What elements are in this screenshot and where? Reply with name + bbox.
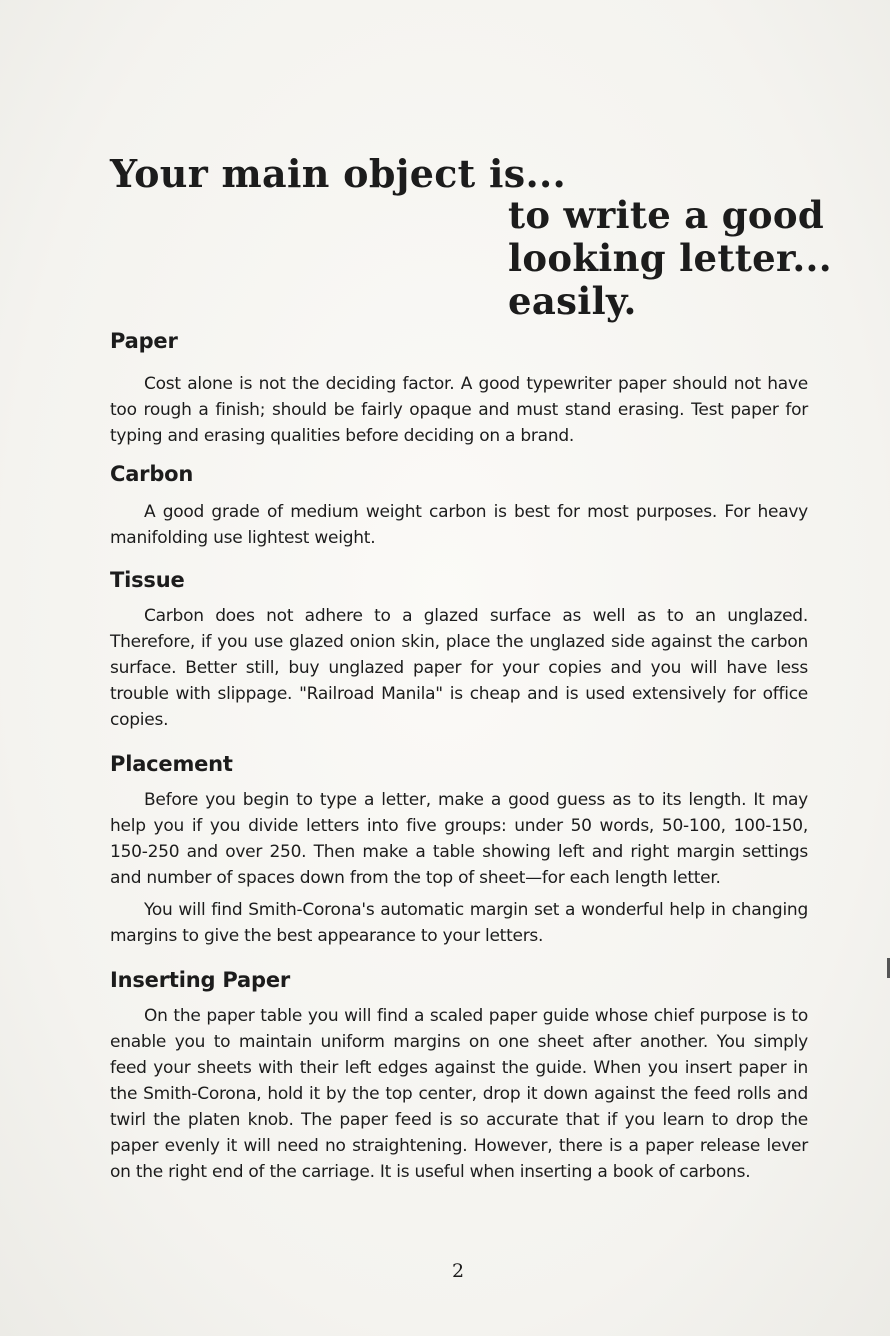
section-heading: Carbon bbox=[110, 462, 194, 486]
section-inserting-paper bbox=[110, 965, 808, 1185]
paragraph: A good grade of medium weight carbon is best for most purposes. For heavy manifolding use lightest weight. bbox=[110, 502, 808, 548]
paragraph: Cost alone is not the deciding factor. A good typewriter paper should not have too rough a finish; should be fairly opaque and must stand erasing. Test paper for typing and erasing qualities before deciding on a brand. bbox=[110, 374, 808, 446]
section-heading: Paper bbox=[110, 329, 178, 353]
section-carbon bbox=[110, 459, 808, 551]
paragraph: You will find Smith-Corona's automatic margin set a wonderful help in changing margins to give the best appearance to your letters. bbox=[110, 900, 808, 946]
section-heading: Tissue bbox=[110, 568, 185, 592]
section-placement bbox=[110, 749, 808, 949]
headline-line: to write a good bbox=[508, 193, 825, 237]
section-paper bbox=[110, 326, 808, 449]
body-content bbox=[110, 326, 808, 1185]
paragraph: On the paper table you will find a scaled paper guide whose chief purpose is to enable you to maintain uniform margins on one sheet after another. You simply feed your sheets with their left edges against the guide. When you insert paper in the Smith-Corona, hold it by the top center, drop it down against the feed rolls and twirl the platen knob. The paper feed is so accurate that if you learn to drop the paper evenly it will need no straightening. However, there is a paper release lever on the right end of the carriage. It is useful when inserting a book of carbons. bbox=[110, 1006, 808, 1182]
paragraph: Carbon does not adhere to a glazed surface as well as to an unglazed. Therefore, if you use glazed onion skin, place the unglazed side against the carbon surface. Better still, buy unglazed paper for your copies and you will have less trouble with slippage. "Railroad Manila" is cheap and is used extensively for office copies. bbox=[110, 606, 808, 730]
page-number: 2 bbox=[451, 1260, 465, 1282]
headline-first-line: Your main object is... bbox=[110, 151, 567, 196]
headline-line: looking letter... bbox=[508, 236, 832, 280]
section-heading: Placement bbox=[110, 752, 233, 776]
headline-second-part bbox=[508, 194, 832, 323]
paragraph: Before you begin to type a letter, make a good guess as to its length. It may help you if you divide letters into five groups: under 50 words, 50-100, 100-150, 150-250 and over 250. Then make a table showing left and right margin settings and number of spaces down from the top of sheet—for each length letter. bbox=[110, 790, 808, 888]
section-heading: Inserting Paper bbox=[110, 968, 291, 992]
section-tissue bbox=[110, 565, 808, 733]
headline-line: easily. bbox=[508, 279, 637, 323]
